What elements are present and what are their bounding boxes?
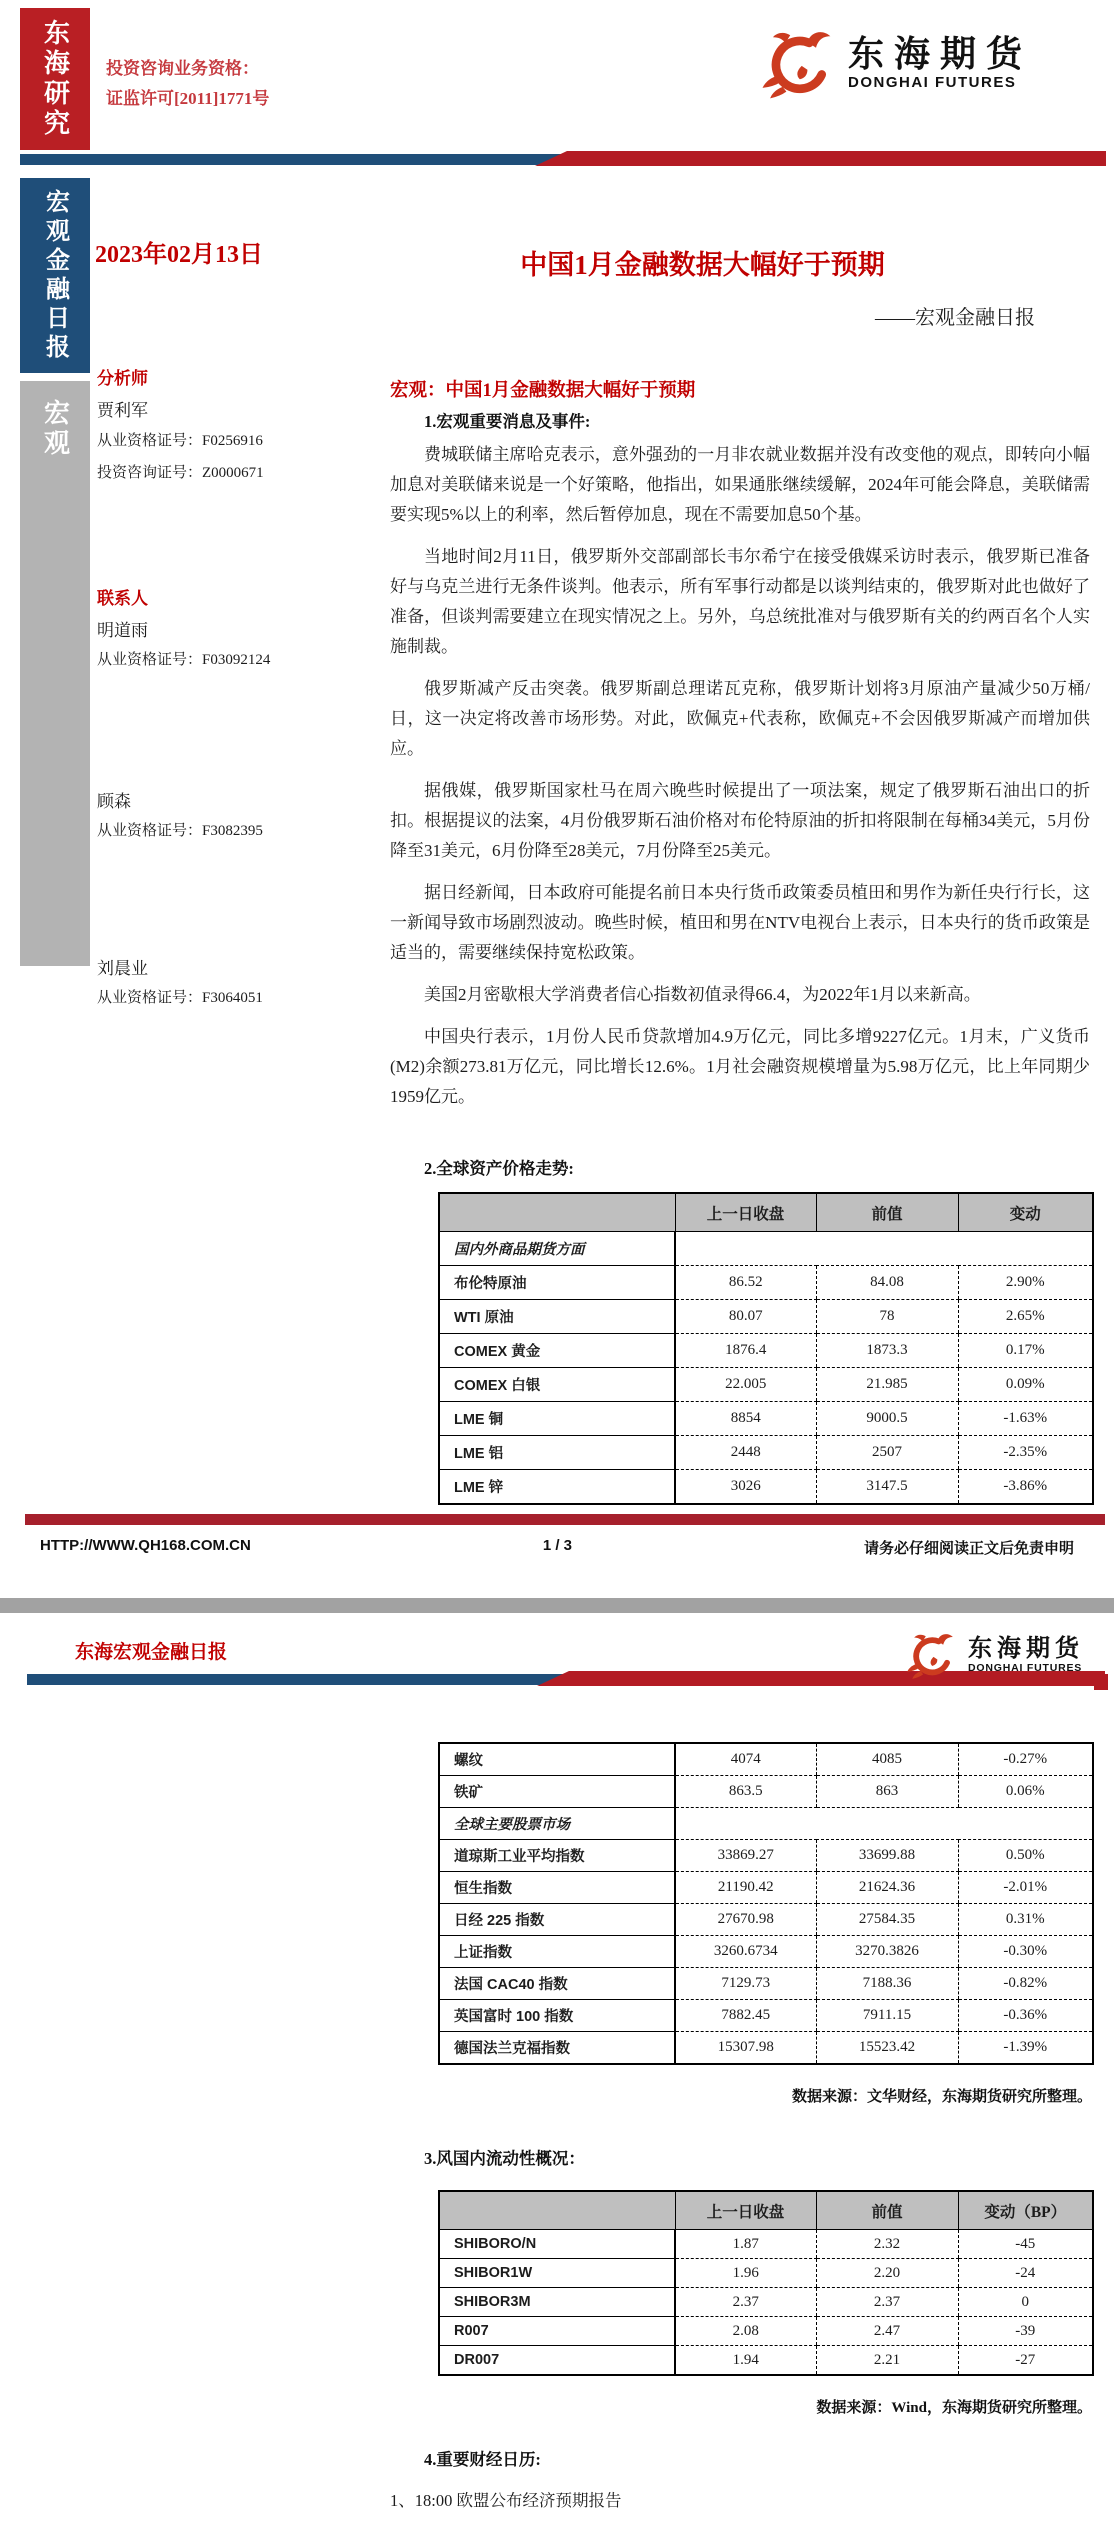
paragraph: 美国2月密歇根大学消费者信心指数初值录得66.4，为2022年1月以来新高。 (424, 985, 981, 1004)
header-cell: 上一日收盘 (675, 1193, 816, 1232)
table-row (439, 1300, 1093, 1334)
cell: 1873.3 (816, 1334, 958, 1368)
cell: 863.5 (675, 1776, 816, 1808)
paragraph: 据俄媒，俄罗斯国家杜马在周六晚些时候提出了一项法案，规定了俄罗斯石油出口的折扣。根据提议的法案，4月份俄罗斯石油价格对布伦特原油的折扣将限制在每桶34美元，5月份降至31美元，6月份降至28美元，7月份降至25美元。 (390, 781, 1090, 860)
page2-header-title: 东海宏观金融日报 (75, 1642, 228, 1663)
table-row (439, 1368, 1093, 1402)
dragon-logo-icon (752, 20, 838, 106)
cell: -45 (958, 2230, 1093, 2259)
page-footer (40, 1537, 1074, 1558)
table-row (439, 1776, 1093, 1808)
cell: 863 (816, 1776, 958, 1808)
row-label: 恒生指数 (439, 1872, 675, 1904)
row-label: COMEX 黄金 (439, 1334, 675, 1368)
table-row (439, 1402, 1093, 1436)
row-label: R007 (439, 2317, 675, 2346)
data-source-note: 数据来源：文华财经，东海期货研究所整理。 (791, 2089, 1092, 2105)
cell: 0.06% (958, 1776, 1093, 1808)
logo-chinese-name: 东海期货 (848, 33, 1033, 74)
report-date: 2023年02月13日 (95, 242, 263, 268)
cell: 7188.36 (816, 1968, 958, 2000)
cell: 15307.98 (675, 2032, 816, 2065)
row-label: SHIBOR1W (439, 2259, 675, 2288)
cell: 1.87 (675, 2230, 816, 2259)
logo-red-square-decoration (1094, 1674, 1108, 1690)
cell: 2.21 (816, 2346, 958, 2376)
contact-name: 顾森 (97, 792, 131, 811)
category-sidebar (20, 381, 90, 966)
analyst-cert: 投资咨询证号：Z0000671 (97, 465, 264, 481)
cell: 33699.88 (816, 1840, 958, 1872)
divider-blue-segment (20, 154, 565, 165)
section-cell: 全球主要股票市场 (439, 1808, 675, 1840)
cell: 0.31% (958, 1904, 1093, 1936)
cell: -24 (958, 2259, 1093, 2288)
table-row (439, 1904, 1093, 1936)
divider-red-segment (535, 151, 1106, 166)
page-subtitle: ——宏观金融日报 (875, 307, 1035, 329)
cell: 4085 (816, 1743, 958, 1776)
row-label: 德国法兰克福指数 (439, 2032, 675, 2065)
cell: -0.36% (958, 2000, 1093, 2032)
table-row (439, 1840, 1093, 1872)
heading-liquidity: 3.风国内流动性概况： (424, 2149, 585, 2168)
header-cell: 变动 (958, 1193, 1093, 1232)
header-cell (439, 1193, 675, 1232)
heading-asset-prices: 2.全球资产价格走势: (424, 1159, 574, 1178)
news-paragraphs (390, 440, 1090, 1124)
cell: 80.07 (675, 1300, 816, 1334)
cell: 86.52 (675, 1266, 816, 1300)
contact-role-label: 联系人 (97, 589, 148, 608)
dragon-logo-icon (900, 1626, 958, 1684)
section-empty-cell (675, 1232, 1093, 1266)
cell: 2.20 (816, 2259, 958, 2288)
cell: 7911.15 (816, 2000, 958, 2032)
calendar-item: 1、18:00 欧盟公布经济预期报告 (390, 2491, 622, 2510)
paragraph: 俄罗斯减产反击突袭。俄罗斯副总理诺瓦克称，俄罗斯计划将3月原油产量减少50万桶/日，这一决定将改善市场形势。对此，欧佩克+代表称，欧佩克+不会因俄罗斯减产而增加供应。 (390, 679, 1090, 758)
table-row (439, 2259, 1093, 2288)
table-row (439, 2000, 1093, 2032)
page-break-band (0, 1598, 1114, 1613)
row-label: 布伦特原油 (439, 1266, 675, 1300)
report-type-banner (20, 178, 90, 373)
cell: 2.37 (675, 2288, 816, 2317)
cell: 27584.35 (816, 1904, 958, 1936)
row-label: 英国富时 100 指数 (439, 2000, 675, 2032)
contact-cert: 从业资格证号：F03092124 (97, 652, 271, 668)
cell: -1.39% (958, 2032, 1093, 2065)
data-source-note: 数据来源：Wind，东海期货研究所整理。 (816, 2400, 1092, 2416)
table-row (439, 2288, 1093, 2317)
cell: 1.94 (675, 2346, 816, 2376)
cell: 8854 (675, 1402, 816, 1436)
cell: 1.96 (675, 2259, 816, 2288)
cell: 21.985 (816, 1368, 958, 1402)
heading-news-events: 1.宏观重要消息及事件: (424, 412, 591, 431)
license-line2: 证监许可[2011]1771号 (106, 89, 270, 108)
cell: 4074 (675, 1743, 816, 1776)
table-row (439, 1266, 1093, 1300)
contact-name: 刘晨业 (97, 959, 148, 978)
analyst-name: 贾利军 (97, 401, 148, 420)
cell: 2448 (675, 1436, 816, 1470)
row-label: LME 铜 (439, 1402, 675, 1436)
header-cell: 前值 (816, 1193, 958, 1232)
footer-disclaimer: 请务必仔细阅读正文后免责申明 (863, 1540, 1074, 1557)
paragraph: 据日经新闻，日本政府可能提名前日本央行货币政策委员植田和男作为新任央行行长，这一新闻导致市场剧烈波动。晚些时候，植田和男在NTV电视台上表示，日本央行的货币政策是适当的，需要继续保持宽松政策。 (390, 883, 1090, 962)
row-label: 上证指数 (439, 1936, 675, 1968)
license-line1: 投资咨询业务资格： (106, 59, 259, 78)
cell: -1.63% (958, 1402, 1093, 1436)
row-label: LME 锌 (439, 1470, 675, 1505)
header-cell: 变动（BP） (958, 2191, 1093, 2230)
liquidity-table (438, 2190, 1092, 2376)
company-logo (752, 20, 1032, 106)
row-label: 铁矿 (439, 1776, 675, 1808)
contact-cert: 从业资格证号：F3064051 (97, 990, 263, 1006)
table-row (439, 1436, 1093, 1470)
cell: 0.17% (958, 1334, 1093, 1368)
cell: 0.50% (958, 1840, 1093, 1872)
table-row (439, 1743, 1093, 1776)
cell: 2.08 (675, 2317, 816, 2346)
table-row (439, 1334, 1093, 1368)
cell: 2507 (816, 1436, 958, 1470)
row-label: 日经 225 指数 (439, 1904, 675, 1936)
company-logo-small (900, 1626, 1084, 1684)
paragraph: 费城联储主席哈克表示，意外强劲的一月非农就业数据并没有改变他的观点，即转向小幅加息对美联储来说是一个好策略，他指出，如果通胀继续缓解，2024年可能会降息，美联储需要实现5%以上的利率，然后暂停加息，现在不需要加息50个基。 (390, 445, 1090, 524)
logo-english-name: DONGHAI FUTURES (968, 1662, 1083, 1675)
cell: 21190.42 (675, 1872, 816, 1904)
row-label: SHIBORO/N (439, 2230, 675, 2259)
header-cell: 前值 (816, 2191, 958, 2230)
license-text (106, 54, 269, 114)
table-row (439, 2317, 1093, 2346)
cell: 3026 (675, 1470, 816, 1505)
table-row (439, 1936, 1093, 1968)
cell: 3270.3826 (816, 1936, 958, 1968)
footer-url: HTTP://WWW.QH168.COM.CN (40, 1537, 251, 1554)
report-type-label: 宏观金融日报 (41, 188, 68, 363)
cell: 2.90% (958, 1266, 1093, 1300)
cell: 2.65% (958, 1300, 1093, 1334)
table-row (439, 1470, 1093, 1505)
paragraph: 当地时间2月11日，俄罗斯外交部副部长韦尔希宁在接受俄媒采访时表示，俄罗斯已准备好与乌克兰进行无条件谈判。他表示，所有军事行动都是以谈判结束的，俄罗斯对此也做好了准备，但谈判需要建立在现实情况之上。另外，乌总统批准对与俄罗斯有关的约两百名个人实施制裁。 (390, 547, 1090, 656)
cell: 7882.45 (675, 2000, 816, 2032)
cell: 22.005 (675, 1368, 816, 1402)
table-header-row (439, 2191, 1093, 2230)
table-row (439, 1872, 1093, 1904)
section-cell: 国内外商品期货方面 (439, 1232, 675, 1266)
header-cell: 上一日收盘 (675, 2191, 816, 2230)
cell: 7129.73 (675, 1968, 816, 2000)
table-section-row (439, 1232, 1093, 1266)
page-title: 中国1月金融数据大幅好于预期 (520, 250, 885, 280)
table-header-row (439, 1193, 1093, 1232)
cell: 78 (816, 1300, 958, 1334)
cell: 21624.36 (816, 1872, 958, 1904)
cell: -27 (958, 2346, 1093, 2376)
row-label: COMEX 白银 (439, 1368, 675, 1402)
row-label: SHIBOR3M (439, 2288, 675, 2317)
row-label: LME 铝 (439, 1436, 675, 1470)
table-row (439, 2230, 1093, 2259)
cell: -0.27% (958, 1743, 1093, 1776)
cell: -2.35% (958, 1436, 1093, 1470)
table-section-row (439, 1808, 1093, 1840)
cell: 27670.98 (675, 1904, 816, 1936)
cell: 3260.6734 (675, 1936, 816, 1968)
cell: 84.08 (816, 1266, 958, 1300)
cell: 1876.4 (675, 1334, 816, 1368)
cell: -2.01% (958, 1872, 1093, 1904)
cell: 9000.5 (816, 1402, 958, 1436)
research-brand-box (20, 8, 90, 150)
header-cell (439, 2191, 675, 2230)
section-empty-cell (675, 1808, 1093, 1840)
paragraph: 中国央行表示，1月份人民币贷款增加4.9万亿元，同比多增9227亿元。1月末，广义货币(M2)余额273.81万亿元，同比增长12.6%。1月社会融资规模增量为5.98万亿元，比上年同期少1959亿元。 (390, 1027, 1090, 1106)
row-label: 道琼斯工业平均指数 (439, 1840, 675, 1872)
cell: -3.86% (958, 1470, 1093, 1505)
contact-cert: 从业资格证号：F3082395 (97, 823, 263, 839)
contact-name: 明道雨 (97, 621, 148, 640)
analyst-cert: 从业资格证号：F0256916 (97, 433, 263, 449)
cell: 2.32 (816, 2230, 958, 2259)
footer-divider-bar (25, 1514, 1105, 1525)
footer-page-number: 1 / 3 (542, 1537, 572, 1554)
section-heading: 宏观：中国1月金融数据大幅好于预期 (390, 381, 696, 401)
research-brand-label: 东海研究 (40, 19, 70, 139)
cell: 33869.27 (675, 1840, 816, 1872)
cell: -39 (958, 2317, 1093, 2346)
cell: 15523.42 (816, 2032, 958, 2065)
asset-price-table (438, 1192, 1092, 1505)
table-row (439, 2346, 1093, 2376)
table-row (439, 1968, 1093, 2000)
cell: -0.82% (958, 1968, 1093, 2000)
cell: -0.30% (958, 1936, 1093, 1968)
divider-blue-segment (27, 1674, 567, 1685)
heading-calendar: 4.重要财经日历: (424, 2450, 541, 2469)
logo-english-name: DONGHAI FUTURES (848, 74, 1017, 92)
asset-price-table-continued (438, 1742, 1092, 2065)
row-label: DR007 (439, 2346, 675, 2376)
row-label: 法国 CAC40 指数 (439, 1968, 675, 2000)
row-label: WTI 原油 (439, 1300, 675, 1334)
logo-chinese-name: 东海期货 (968, 1635, 1084, 1662)
row-label: 螺纹 (439, 1743, 675, 1776)
cell: 3147.5 (816, 1470, 958, 1505)
table-row (439, 2032, 1093, 2065)
cell: 2.47 (816, 2317, 958, 2346)
header-divider-bar (20, 151, 1106, 166)
category-label: 宏观 (40, 399, 70, 459)
cell: 0 (958, 2288, 1093, 2317)
cell: 2.37 (816, 2288, 958, 2317)
cell: 0.09% (958, 1368, 1093, 1402)
analyst-role-label: 分析师 (97, 369, 148, 388)
